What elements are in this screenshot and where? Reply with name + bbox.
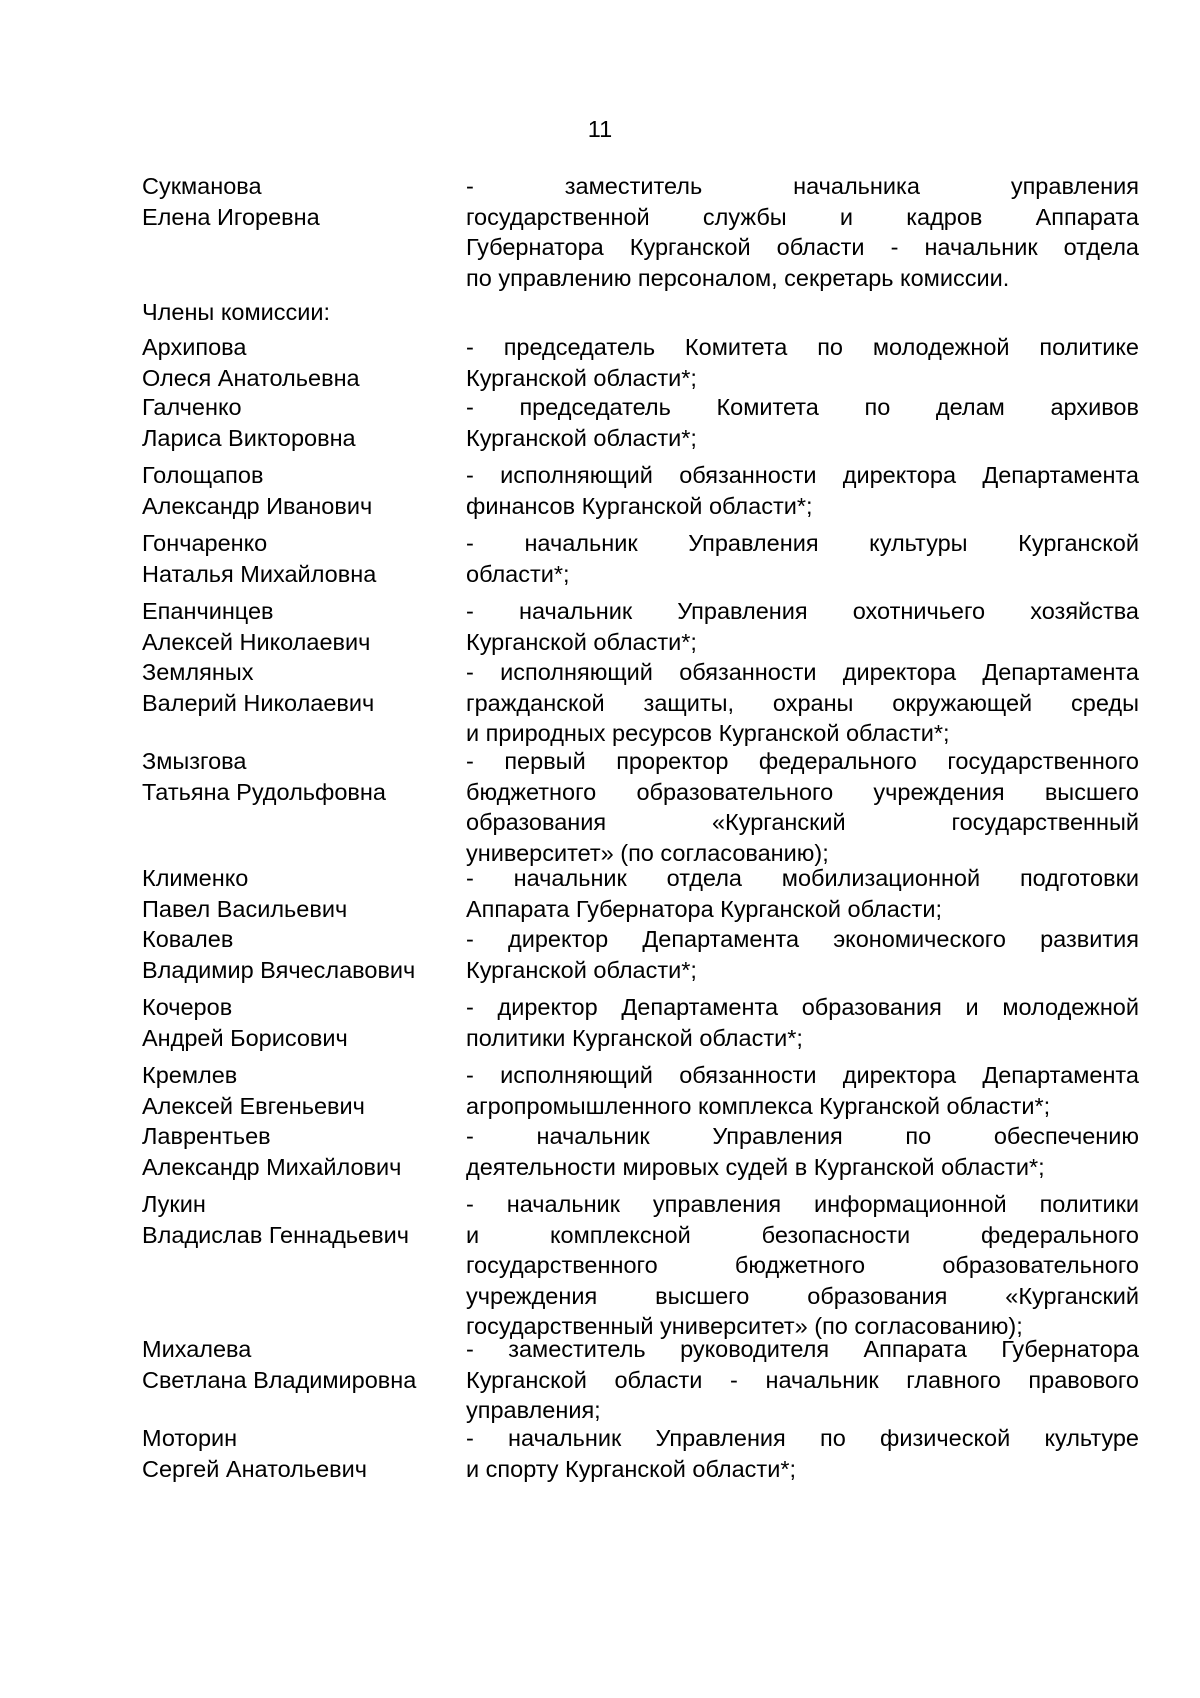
member-name xyxy=(142,332,466,392)
member-entry xyxy=(142,657,1139,746)
position-line: финансов Курганской области*; xyxy=(466,492,813,519)
member-given-names: Александр Михайлович xyxy=(142,1153,402,1180)
member-surname: Лукин xyxy=(142,1191,206,1217)
member-entry xyxy=(142,1189,1139,1339)
member-surname: Земляных xyxy=(142,659,254,685)
member-position xyxy=(466,392,1139,460)
member-given-names: Олеся Анатольевна xyxy=(142,364,360,391)
position-line: - начальник отдела мобилизационной подготовки xyxy=(466,865,1139,891)
member-entry xyxy=(142,1121,1139,1189)
member-name xyxy=(142,657,466,746)
member-given-names: Алексей Николаевич xyxy=(142,628,371,655)
member-surname: Галченко xyxy=(142,394,242,420)
member-name xyxy=(142,863,466,924)
member-given-names: Светлана Владимировна xyxy=(142,1366,417,1393)
member-name xyxy=(142,992,466,1060)
member-position xyxy=(466,1121,1139,1189)
secretary-entry xyxy=(142,171,1139,297)
position-line: - начальник управления информационной политики xyxy=(466,1191,1139,1217)
position-line: Курганской области*; xyxy=(466,628,697,655)
member-given-names: Андрей Борисович xyxy=(142,1024,348,1051)
member-entry xyxy=(142,392,1139,460)
member-given-names: Владислав Геннадьевич xyxy=(142,1221,409,1248)
member-name xyxy=(142,596,466,657)
position-line: политики Курганской области*; xyxy=(466,1024,803,1051)
member-entry xyxy=(142,924,1139,992)
position-line: - председатель Комитета по молодежной политике xyxy=(466,334,1139,360)
position-line: - начальник Управления культуры Курганской xyxy=(466,530,1139,556)
member-entry xyxy=(142,746,1139,866)
position-line: гражданской защиты, охраны окружающей среды xyxy=(466,689,1139,716)
member-given-names: Павел Васильевич xyxy=(142,895,348,922)
member-given-names: Алексей Евгеньевич xyxy=(142,1092,365,1119)
member-given-names: Татьяна Рудольфовна xyxy=(142,778,386,805)
position-line: и комплексной безопасности федерального xyxy=(466,1221,1139,1248)
member-position xyxy=(466,460,1139,528)
members-list xyxy=(142,332,1139,1483)
secretary-surname: Сукманова xyxy=(142,173,262,199)
member-surname: Змызгова xyxy=(142,748,247,774)
member-position xyxy=(466,1189,1139,1339)
position-line: Курганской области*; xyxy=(466,364,697,391)
member-surname: Архипова xyxy=(142,334,247,360)
member-given-names: Александр Иванович xyxy=(142,492,373,519)
position-line: - заместитель руководителя Аппарата Губернатора xyxy=(466,1336,1139,1362)
member-position xyxy=(466,596,1139,657)
member-surname: Кочеров xyxy=(142,994,233,1020)
position-line: государственный университет» (по согласованию); xyxy=(466,1313,1023,1339)
member-entry xyxy=(142,460,1139,528)
position-line: и природных ресурсов Курганской области*; xyxy=(466,720,950,746)
member-given-names: Лариса Викторовна xyxy=(142,424,356,451)
member-entry xyxy=(142,992,1139,1060)
position-line: - исполняющий обязанности директора Департамента xyxy=(466,659,1139,685)
member-entry xyxy=(142,1423,1139,1483)
position-line: управления; xyxy=(466,1397,601,1423)
member-surname: Михалева xyxy=(142,1336,252,1362)
member-name xyxy=(142,392,466,460)
member-surname: Епанчинцев xyxy=(142,598,274,624)
member-given-names: Валерий Николаевич xyxy=(142,689,375,716)
member-position xyxy=(466,332,1139,392)
position-line: Курганской области*; xyxy=(466,424,697,451)
member-entry xyxy=(142,863,1139,924)
member-entry xyxy=(142,596,1139,657)
member-name xyxy=(142,1423,466,1483)
position-line: образования «Курганский государственный xyxy=(466,809,1139,835)
member-name xyxy=(142,1121,466,1189)
member-surname: Кремлев xyxy=(142,1062,238,1088)
position-line: по управлению персоналом, секретарь комиссии. xyxy=(466,264,1010,291)
position-line: Губернатора Курганской области - начальник отдела xyxy=(466,234,1139,260)
member-name xyxy=(142,746,466,863)
secretary-position xyxy=(466,171,1139,297)
member-name xyxy=(142,1334,466,1423)
position-line: деятельности мировых судей в Курганской области*; xyxy=(466,1153,1045,1180)
position-line: Курганской области - начальник главного правового xyxy=(466,1366,1139,1393)
position-line: - директор Департамента экономического развития xyxy=(466,926,1139,952)
members-heading: Члены комиссии: xyxy=(142,299,331,325)
member-name xyxy=(142,460,466,528)
position-line: - директор Департамента образования и молодежной xyxy=(466,994,1139,1020)
member-position xyxy=(466,1060,1139,1121)
page-number: 11 xyxy=(587,116,613,142)
member-given-names: Наталья Михайловна xyxy=(142,560,377,587)
position-line: университет» (по согласованию); xyxy=(466,839,829,866)
member-position xyxy=(466,863,1139,924)
member-name xyxy=(142,1060,466,1121)
member-position xyxy=(466,657,1139,746)
member-given-names: Владимир Вячеславович xyxy=(142,956,416,983)
member-position xyxy=(466,528,1139,596)
position-line: - первый проректор федерального государственного xyxy=(466,748,1139,774)
member-entry xyxy=(142,1334,1139,1423)
position-line: агропромышленного комплекса Курганской области*; xyxy=(466,1092,1051,1119)
member-position xyxy=(466,992,1139,1060)
position-line: - начальник Управления по физической культуре xyxy=(466,1425,1139,1451)
member-name xyxy=(142,1189,466,1334)
position-line: - начальник Управления охотничьего хозяйства xyxy=(466,598,1139,624)
member-name xyxy=(142,528,466,596)
member-position xyxy=(466,1423,1139,1483)
member-surname: Гончаренко xyxy=(142,530,268,556)
position-line: - исполняющий обязанности директора Департамента xyxy=(466,462,1139,488)
position-line: бюджетного образовательного учреждения высшего xyxy=(466,778,1139,805)
secretary-given-names: Елена Игоревна xyxy=(142,203,320,230)
position-line: области*; xyxy=(466,560,570,587)
member-surname: Лаврентьев xyxy=(142,1123,271,1149)
position-line: Курганской области*; xyxy=(466,956,697,983)
position-line: Аппарата Губернатора Курганской области; xyxy=(466,895,942,922)
position-line: государственного бюджетного образовательного xyxy=(466,1252,1139,1278)
position-line: - заместитель начальника управления xyxy=(466,173,1139,199)
position-line: - председатель Комитета по делам архивов xyxy=(466,394,1139,420)
member-entry xyxy=(142,1060,1139,1121)
member-entry xyxy=(142,528,1139,596)
position-line: - начальник Управления по обеспечению xyxy=(466,1123,1139,1149)
member-position xyxy=(466,924,1139,992)
commission-list xyxy=(142,171,1139,1483)
position-line: государственной службы и кадров Аппарата xyxy=(466,203,1139,230)
member-surname: Клименко xyxy=(142,865,249,891)
secretary-name xyxy=(142,171,466,297)
member-surname: Голощапов xyxy=(142,462,264,488)
member-name xyxy=(142,924,466,992)
member-position xyxy=(466,746,1139,866)
position-line: и спорту Курганской области*; xyxy=(466,1455,796,1482)
member-surname: Ковалев xyxy=(142,926,234,952)
member-given-names: Сергей Анатольевич xyxy=(142,1455,368,1482)
member-entry xyxy=(142,332,1139,392)
position-line: учреждения высшего образования «Курганский xyxy=(466,1282,1139,1309)
member-surname: Моторин xyxy=(142,1425,238,1451)
position-line: - исполняющий обязанности директора Департамента xyxy=(466,1062,1139,1088)
member-position xyxy=(466,1334,1139,1423)
